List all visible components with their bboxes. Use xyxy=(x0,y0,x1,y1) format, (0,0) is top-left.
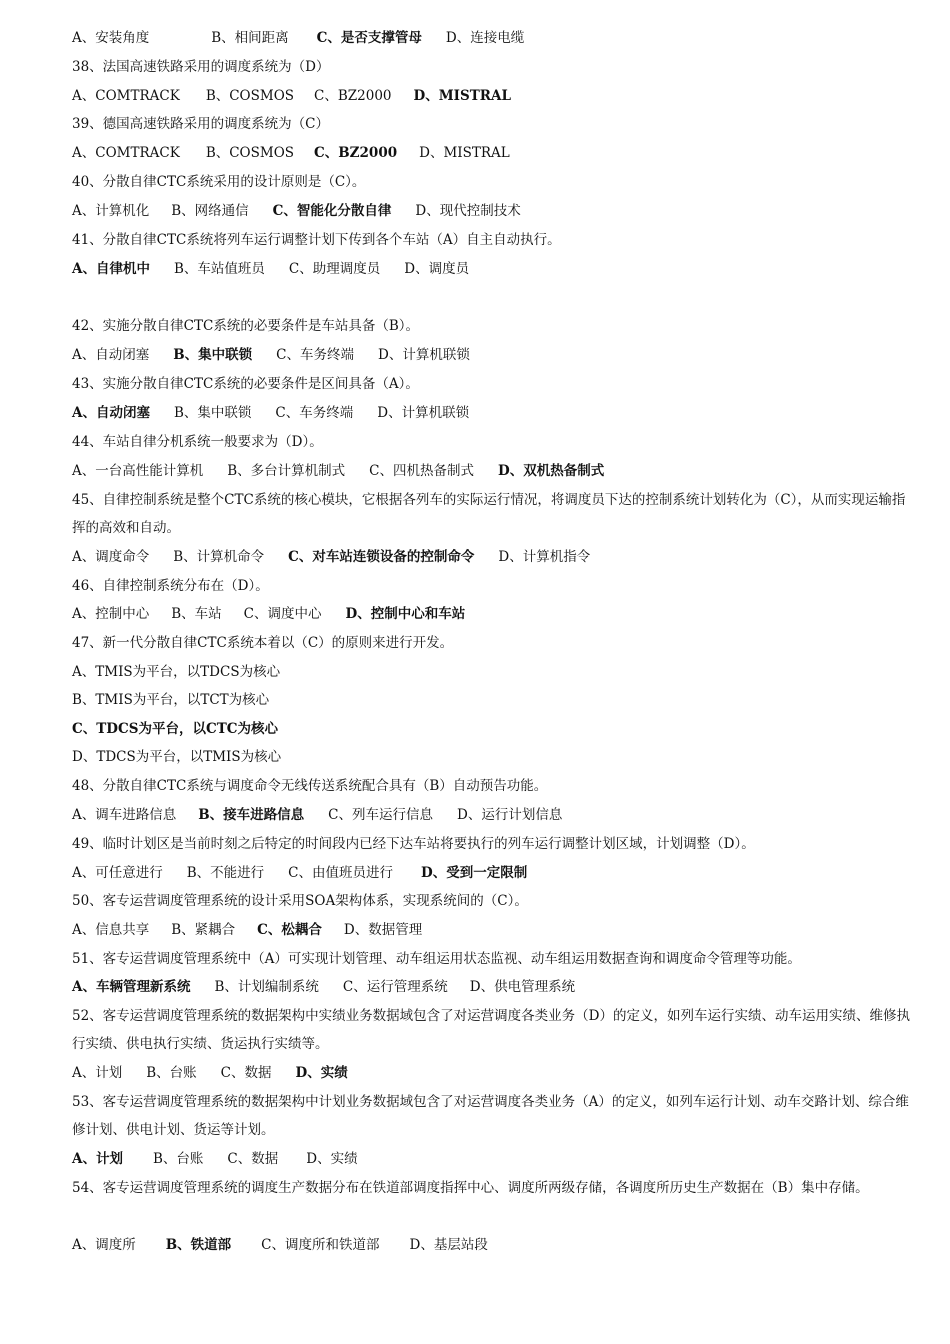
answer-option-correct: A、自动闭塞 xyxy=(72,405,150,421)
answer-option-correct: D、双机热备制式 xyxy=(498,463,605,479)
answer-options xyxy=(72,978,912,996)
answer-options xyxy=(72,748,912,766)
question-text: 40、分散自律CTC系统采用的设计原则是（C）。 xyxy=(72,174,366,190)
answer-options xyxy=(72,1064,912,1082)
answer-option: A、计划 xyxy=(72,1065,123,1081)
answer-options xyxy=(72,87,912,105)
answer-option: B、不能进行 xyxy=(186,865,265,881)
answer-option: C、数据 xyxy=(227,1151,279,1167)
answer-option: B、车站值班员 xyxy=(173,261,265,277)
answer-options xyxy=(72,663,912,681)
answer-option: C、调度中心 xyxy=(243,606,322,622)
answer-options xyxy=(72,806,912,824)
answer-option-correct: C、对车站连锁设备的控制命令 xyxy=(288,549,475,565)
answer-option-correct: C、是否支撑管母 xyxy=(316,30,422,46)
question-text: 43、实施分散自律CTC系统的必要条件是区间具备（A）。 xyxy=(72,376,419,392)
answer-option-correct: D、控制中心和车站 xyxy=(345,606,466,622)
answer-option: B、COSMOS xyxy=(205,145,295,161)
answer-option-correct: C、智能化分散自律 xyxy=(272,203,392,219)
answer-option: B、多台计算机制式 xyxy=(227,463,346,479)
question-text: 47、新一代分散自律CTC系统本着以（C）的原则来进行开发。 xyxy=(72,635,454,651)
answer-option: D、TDCS为平台，以TMIS为核心 xyxy=(72,749,282,765)
answer-option: D、连接电缆 xyxy=(445,30,525,46)
question-text: 45、自律控制系统是整个CTC系统的核心模块，它根据各列车的实际运行情况，将调度员下达的控制系统计划转化为（C），从而实现运输指挥的高效和自动。 xyxy=(72,492,906,536)
question-text: 53、客专运营调度管理系统的数据架构中计划业务数据域包含了对运营调度各类业务（A）的定义，如列车运行计划、动车交路计划、综合维修计划、供电计划、货运等计划。 xyxy=(72,1094,909,1138)
answer-option: A、信息共享 xyxy=(72,922,150,938)
answer-option-correct: A、计划 xyxy=(72,1151,123,1167)
answer-option: A、调度所 xyxy=(72,1237,136,1253)
answer-option: A、COMTRACK xyxy=(72,145,180,161)
answer-option: C、BZ2000 xyxy=(314,88,392,104)
answer-option: B、计算机命令 xyxy=(173,549,265,565)
answer-option: B、台账 xyxy=(152,1151,204,1167)
answer-option: B、TMIS为平台，以TCT为核心 xyxy=(72,692,270,708)
answer-option: C、数据 xyxy=(220,1065,272,1081)
answer-option: A、调车进路信息 xyxy=(72,807,177,823)
answer-options xyxy=(72,1236,912,1254)
answer-options xyxy=(72,462,912,480)
answer-option-correct: D、MISTRAL xyxy=(413,88,511,104)
answer-option: C、列车运行信息 xyxy=(328,807,434,823)
answer-option: D、供电管理系统 xyxy=(469,979,576,995)
question-text: 41、分散自律CTC系统将列车运行调整计划下传到各个车站（A）自主自动执行。 xyxy=(72,232,561,248)
answer-option: A、COMTRACK xyxy=(72,88,180,104)
answer-option: A、自动闭塞 xyxy=(72,347,150,363)
answer-options xyxy=(72,691,912,709)
answer-option-correct: D、实绩 xyxy=(295,1065,348,1081)
answer-option: C、运行管理系统 xyxy=(342,979,448,995)
answer-option: B、计划编制系统 xyxy=(214,979,319,995)
answer-option: C、四机热备制式 xyxy=(369,463,475,479)
question-text: 49、临时计划区是当前时刻之后特定的时间段内已经下达车站将要执行的列车运行调整计划区域，计划调整（D）。 xyxy=(72,836,755,852)
answer-option: D、运行计划信息 xyxy=(457,807,563,823)
answer-option: A、计算机化 xyxy=(72,203,150,219)
answer-option-correct: C、松耦合 xyxy=(257,922,322,938)
answer-options xyxy=(72,29,912,47)
answer-option: B、紧耦合 xyxy=(171,922,236,938)
answer-option: C、车务终端 xyxy=(275,405,354,421)
answer-options xyxy=(72,720,912,738)
answer-option: D、基层站段 xyxy=(409,1237,488,1253)
question-text: 42、实施分散自律CTC系统的必要条件是车站具备（B）。 xyxy=(72,318,420,334)
answer-option: B、集中联锁 xyxy=(173,405,252,421)
question-text: 51、客专运营调度管理系统中（A）可实现计划管理、动车组运用状态监视、动车组运用数据查询和调度命令管理等功能。 xyxy=(72,951,801,967)
answer-option: D、实绩 xyxy=(306,1151,358,1167)
answer-option: B、车站 xyxy=(171,606,222,622)
question-text: 52、客专运营调度管理系统的数据架构中实绩业务数据域包含了对运营调度各类业务（D）的定义，如列车运行实绩、动车运用实绩、维修执行实绩、供电执行实绩、货运执行实绩等。 xyxy=(72,1008,911,1052)
answer-option: B、COSMOS xyxy=(205,88,295,104)
answer-option: A、可任意进行 xyxy=(72,865,163,881)
answer-options xyxy=(72,202,912,220)
answer-options xyxy=(72,346,912,364)
answer-option-correct: A、自律机中 xyxy=(72,261,150,277)
answer-option: A、TMIS为平台，以TDCS为核心 xyxy=(72,664,281,680)
question-text: 38、法国高速铁路采用的调度系统为（D） xyxy=(72,59,330,75)
answer-option-correct: C、TDCS为平台，以CTC为核心 xyxy=(72,721,279,737)
question-text: 39、德国高速铁路采用的调度系统为（C） xyxy=(72,116,330,132)
answer-options xyxy=(72,864,912,882)
answer-option-correct: D、受到一定限制 xyxy=(421,865,528,881)
answer-option: D、现代控制技术 xyxy=(415,203,521,219)
answer-option: A、调度命令 xyxy=(72,549,150,565)
answer-options xyxy=(72,605,912,623)
answer-options xyxy=(72,1150,912,1168)
answer-option: D、计算机联锁 xyxy=(378,347,470,363)
answer-option-correct: B、集中联锁 xyxy=(173,347,253,363)
answer-option: D、数据管理 xyxy=(343,922,423,938)
question-text: 44、车站自律分机系统一般要求为（D）。 xyxy=(72,434,323,450)
answer-options xyxy=(72,548,912,566)
answer-option: C、由值班员进行 xyxy=(288,865,394,881)
answer-option: B、网络通信 xyxy=(171,203,249,219)
answer-option: B、相间距离 xyxy=(211,30,289,46)
answer-option-correct: C、BZ2000 xyxy=(314,145,398,161)
answer-option: A、一台高性能计算机 xyxy=(72,463,204,479)
answer-option-correct: B、铁道部 xyxy=(165,1237,232,1253)
answer-option: A、控制中心 xyxy=(72,606,150,622)
answer-option-correct: A、车辆管理新系统 xyxy=(72,979,191,995)
answer-option: D、调度员 xyxy=(404,261,470,277)
answer-options xyxy=(72,144,912,162)
answer-options xyxy=(72,260,912,278)
answer-option: D、计算机联锁 xyxy=(377,405,470,421)
answer-options xyxy=(72,404,912,422)
question-text: 46、自律控制系统分布在（D）。 xyxy=(72,578,269,594)
answer-option: D、计算机指令 xyxy=(498,549,591,565)
question-text: 50、客专运营调度管理系统的设计采用SOA架构体系，实现系统间的（C）。 xyxy=(72,893,528,909)
answer-option: B、台账 xyxy=(146,1065,197,1081)
answer-option: C、助理调度员 xyxy=(288,261,381,277)
answer-options xyxy=(72,921,912,939)
answer-option: C、调度所和铁道部 xyxy=(261,1237,380,1253)
answer-option: A、安装角度 xyxy=(72,30,150,46)
answer-option: C、车务终端 xyxy=(276,347,355,363)
question-text: 48、分散自律CTC系统与调度命令无线传送系统配合具有（B）自动预告功能。 xyxy=(72,778,548,794)
answer-option: D、MISTRAL xyxy=(419,145,510,161)
answer-option-correct: B、接车进路信息 xyxy=(198,807,305,823)
question-text: 54、客专运营调度管理系统的调度生产数据分布在铁道部调度指挥中心、调度所两级存储，各调度所历史生产数据在（B）集中存储。 xyxy=(72,1180,869,1196)
